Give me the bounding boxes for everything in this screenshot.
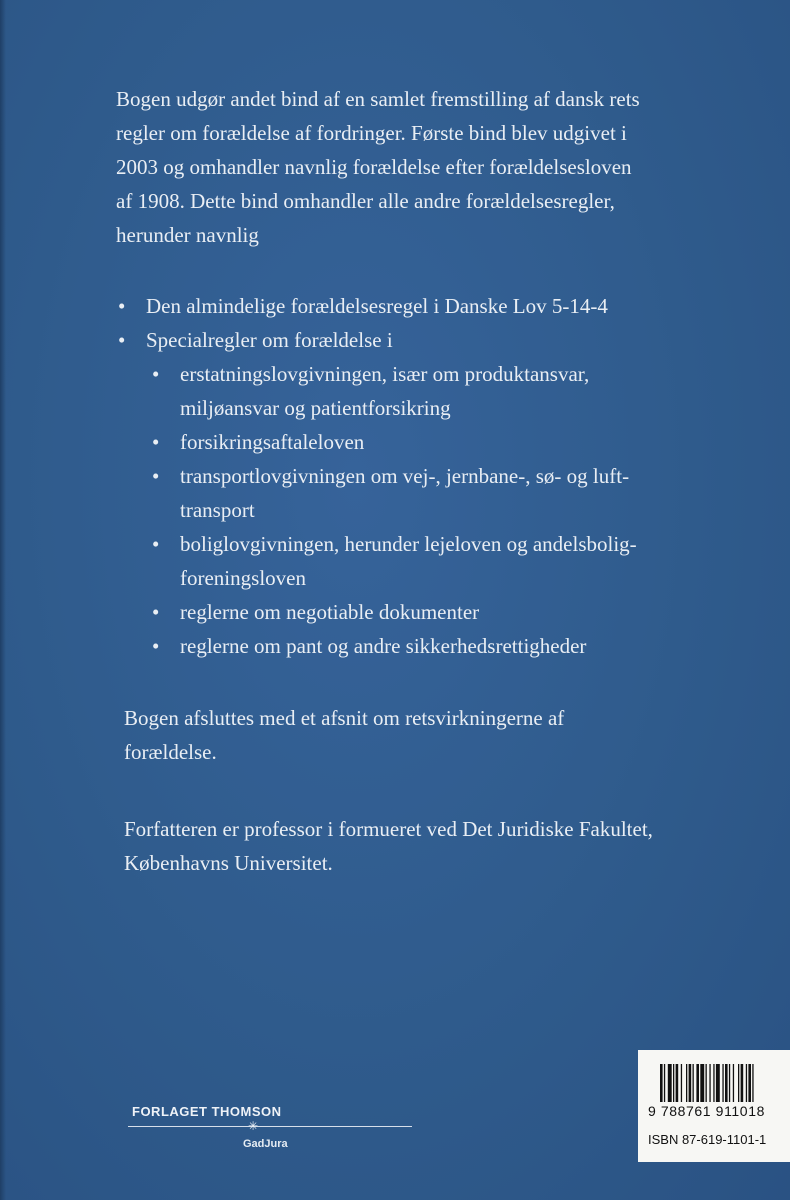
barcode-bar bbox=[741, 1064, 744, 1102]
barcode-bar bbox=[713, 1064, 714, 1102]
sublist-item bbox=[150, 357, 756, 425]
sublist-item-text: reglerne om pant og andre sikkerhedsrettigheder bbox=[180, 634, 587, 658]
list-item bbox=[116, 323, 756, 357]
barcode-bar bbox=[748, 1064, 751, 1102]
barcode-bar bbox=[722, 1064, 723, 1102]
rules-list bbox=[116, 289, 756, 663]
barcode-bar bbox=[673, 1064, 674, 1102]
barcode-bar bbox=[689, 1064, 692, 1102]
list-item-text: Specialregler om forældelse i bbox=[146, 328, 393, 352]
barcode-bar bbox=[733, 1064, 734, 1102]
publisher-logo bbox=[128, 1104, 418, 1164]
closing-line: forældelse. bbox=[124, 740, 217, 764]
closing-line: Bogen afsluttes med et afsnit om retsvirkningerne af bbox=[124, 706, 565, 730]
barcode-bar bbox=[681, 1064, 682, 1102]
bullet-marker: • bbox=[152, 464, 160, 488]
barcode-bar bbox=[738, 1064, 739, 1102]
sublist-item-text: erstatningslovgivningen, især om produktansvar, bbox=[180, 362, 590, 386]
barcode-bar bbox=[668, 1064, 672, 1102]
sublist-item-text: foreningsloven bbox=[180, 566, 306, 590]
intro-line: herunder navnlig bbox=[116, 223, 259, 247]
author-paragraph bbox=[124, 812, 724, 880]
author-line: Forfatteren er professor i formueret ved Det Juridiske Fakultet, bbox=[124, 817, 653, 841]
sublist-item bbox=[150, 595, 756, 629]
barcode-bar bbox=[700, 1064, 704, 1102]
bullet-marker: • bbox=[152, 634, 160, 658]
bullet-marker: • bbox=[152, 362, 160, 386]
barcode-bar bbox=[746, 1064, 747, 1102]
barcode-bar bbox=[725, 1064, 728, 1102]
list-item bbox=[116, 289, 756, 323]
barcode-bar bbox=[693, 1064, 694, 1102]
isbn-number: ISBN 87-619-1101-1 bbox=[648, 1132, 767, 1147]
barcode-bar bbox=[752, 1064, 753, 1102]
intro-line: 2003 og omhandler navnlig forældelse efter forældelsesloven bbox=[116, 155, 632, 179]
intro-line: regler om forældelse af fordringer. Første bind blev udgivet i bbox=[116, 121, 627, 145]
barcode-icon bbox=[660, 1064, 784, 1102]
barcode-bar bbox=[729, 1064, 730, 1102]
barcode-bar bbox=[706, 1064, 707, 1102]
star-icon: ✳ bbox=[248, 1119, 259, 1133]
sublist-item-text: miljøansvar og patientforsikring bbox=[180, 396, 451, 420]
publisher-imprint: GadJura bbox=[243, 1138, 288, 1150]
special-rules-sublist bbox=[116, 357, 756, 663]
sublist-item-text: forsikringsaftaleloven bbox=[180, 430, 365, 454]
barcode-bar bbox=[676, 1064, 679, 1102]
sublist-item bbox=[150, 629, 756, 663]
barcode-bar bbox=[686, 1064, 687, 1102]
barcode-bar bbox=[716, 1064, 720, 1102]
bullet-marker: • bbox=[118, 328, 126, 352]
sublist-item-text: reglerne om negotiable dokumenter bbox=[180, 600, 480, 624]
barcode-label bbox=[638, 1050, 790, 1162]
sublist-item bbox=[150, 527, 756, 595]
sublist-item-text: transport bbox=[180, 498, 255, 522]
publisher-name: FORLAGET THOMSON bbox=[132, 1104, 282, 1119]
sublist-item bbox=[150, 425, 756, 459]
sublist-item-text: boliglovgivningen, herunder lejeloven og andelsbolig- bbox=[180, 532, 637, 556]
intro-line: af 1908. Dette bind omhandler alle andre forældelsesregler, bbox=[116, 189, 615, 213]
intro-line: Bogen udgør andet bind af en samlet fremstilling af dansk rets bbox=[116, 87, 640, 111]
barcode-bar bbox=[660, 1064, 663, 1102]
spine-edge bbox=[0, 0, 6, 1200]
logo-divider bbox=[128, 1126, 412, 1127]
sublist-item-text: transportlovgivningen om vej-, jernbane-, sø- og luft- bbox=[180, 464, 630, 488]
bullet-marker: • bbox=[152, 532, 160, 556]
barcode-digits: 9 788761 911018 bbox=[648, 1103, 765, 1119]
barcode-bar bbox=[709, 1064, 710, 1102]
author-line: Københavns Universitet. bbox=[124, 851, 333, 875]
barcode-bar bbox=[696, 1064, 699, 1102]
bullet-marker: • bbox=[118, 294, 126, 318]
list-item-text: Den almindelige forældelsesregel i Danske Lov 5-14-4 bbox=[146, 294, 608, 318]
closing-paragraph bbox=[124, 701, 724, 769]
intro-paragraph bbox=[116, 82, 716, 252]
bullet-marker: • bbox=[152, 430, 160, 454]
bullet-marker: • bbox=[152, 600, 160, 624]
barcode-bar bbox=[664, 1064, 665, 1102]
sublist-container bbox=[116, 357, 756, 663]
sublist-item bbox=[150, 459, 756, 527]
